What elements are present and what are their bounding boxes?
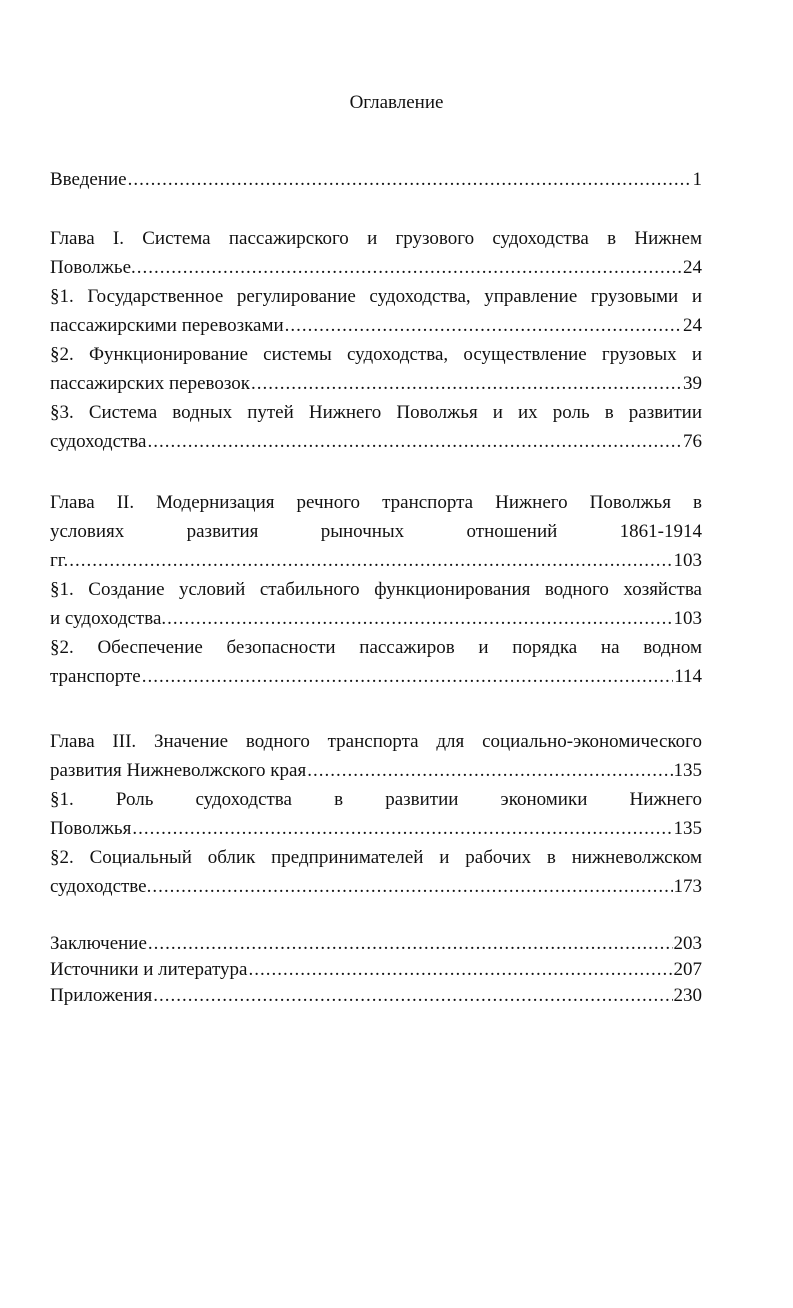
page-number: 103 [673,550,702,571]
toc-chapter-1 [50,224,702,456]
heading-word: отношений [466,521,558,542]
leader-dots [137,253,682,282]
page-number: 39 [683,373,702,394]
leader-dots [152,872,672,901]
heading-word: рыночных [320,521,405,542]
section-line: §2. Обеспечение безопасности пассажиров и порядка на водном [50,637,702,658]
entry-text: Приложения [50,985,153,1006]
section-line: транспорте [50,666,141,687]
page-number: 24 [683,257,702,278]
page-number: 173 [673,876,702,897]
section-line: судоходства [50,431,147,452]
section-line: судоходстве. [50,876,152,897]
section-line: пассажирскими перевозками [50,315,284,336]
leader-dots [69,546,672,575]
section-line: и судоходства. [50,608,167,629]
leader-dots [128,165,692,194]
entry-text: Введение [50,169,127,190]
section-line: пассажирских перевозок [50,373,251,394]
page-title: Оглавление [349,92,444,113]
leader-dots [251,369,682,398]
section-line: §1. Государственное регулирование судоходства, управление грузовыми и [50,286,702,307]
section-word: §1. [50,789,74,810]
section-word: судоходства [195,789,292,810]
chapter-heading-line: Глава I. Система пассажирского и грузового судоходства в Нижнем [50,228,702,249]
chapter-heading-line: развития Нижневолжского края [50,760,307,781]
heading-word: развития [186,521,259,542]
section-word: Роль [115,789,154,810]
toc-entry-appendix [50,983,702,1009]
heading-word: 1861-1914 [619,521,702,542]
chapter-heading-line: Глава III. Значение водного транспорта для социально-экономического [50,731,702,752]
page-number: 1 [692,169,702,190]
leader-dots [142,662,673,691]
section-line: §3. Система водных путей Нижнего Поволжья и их роль в развитии [50,402,702,423]
toc-back-matter [50,931,702,1009]
section-word: Нижнего [629,789,702,810]
chapter-heading-line [50,517,702,546]
page-number: 203 [673,933,702,954]
entry-text: Заключение [50,933,147,954]
leader-dots [148,931,673,957]
toc-entry-conclusion [50,931,702,957]
toc-entry-intro [50,165,702,194]
chapter-heading-line: Поволжье. [50,257,136,278]
section-word: экономики [500,789,588,810]
heading-word: условиях [50,521,125,542]
chapter-heading-line: гг. [50,550,69,571]
chapter-heading-line: Глава II. Модернизация речного транспорта Нижнего Поволжья в [50,492,702,513]
section-word: в [334,789,344,810]
page-number: 230 [673,985,702,1006]
page-number: 103 [673,608,702,629]
toc-chapter-2 [50,488,702,691]
page-number: 114 [674,666,702,687]
section-line [50,785,702,814]
section-line: Поволжья [50,818,132,839]
page-number: 76 [683,431,702,452]
leader-dots [307,756,672,785]
leader-dots [167,604,672,633]
page-number: 135 [673,760,702,781]
toc-chapter-3 [50,727,702,901]
section-line: §2. Функционирование системы судоходства, осуществление грузовых и [50,344,702,365]
leader-dots [132,814,672,843]
leader-dots [147,427,682,456]
section-line: §2. Социальный облик предпринимателей и рабочих в нижневолжском [50,847,702,868]
leader-dots [249,957,673,983]
toc-entry-sources [50,957,702,983]
entry-text: Источники и литература [50,959,248,980]
leader-dots [153,983,672,1009]
page-number: 207 [673,959,702,980]
page-number: 24 [683,315,702,336]
section-line: §1. Создание условий стабильного функционирования водного хозяйства [50,579,702,600]
leader-dots [285,311,682,340]
page-number: 135 [673,818,702,839]
section-word: развитии [385,789,459,810]
